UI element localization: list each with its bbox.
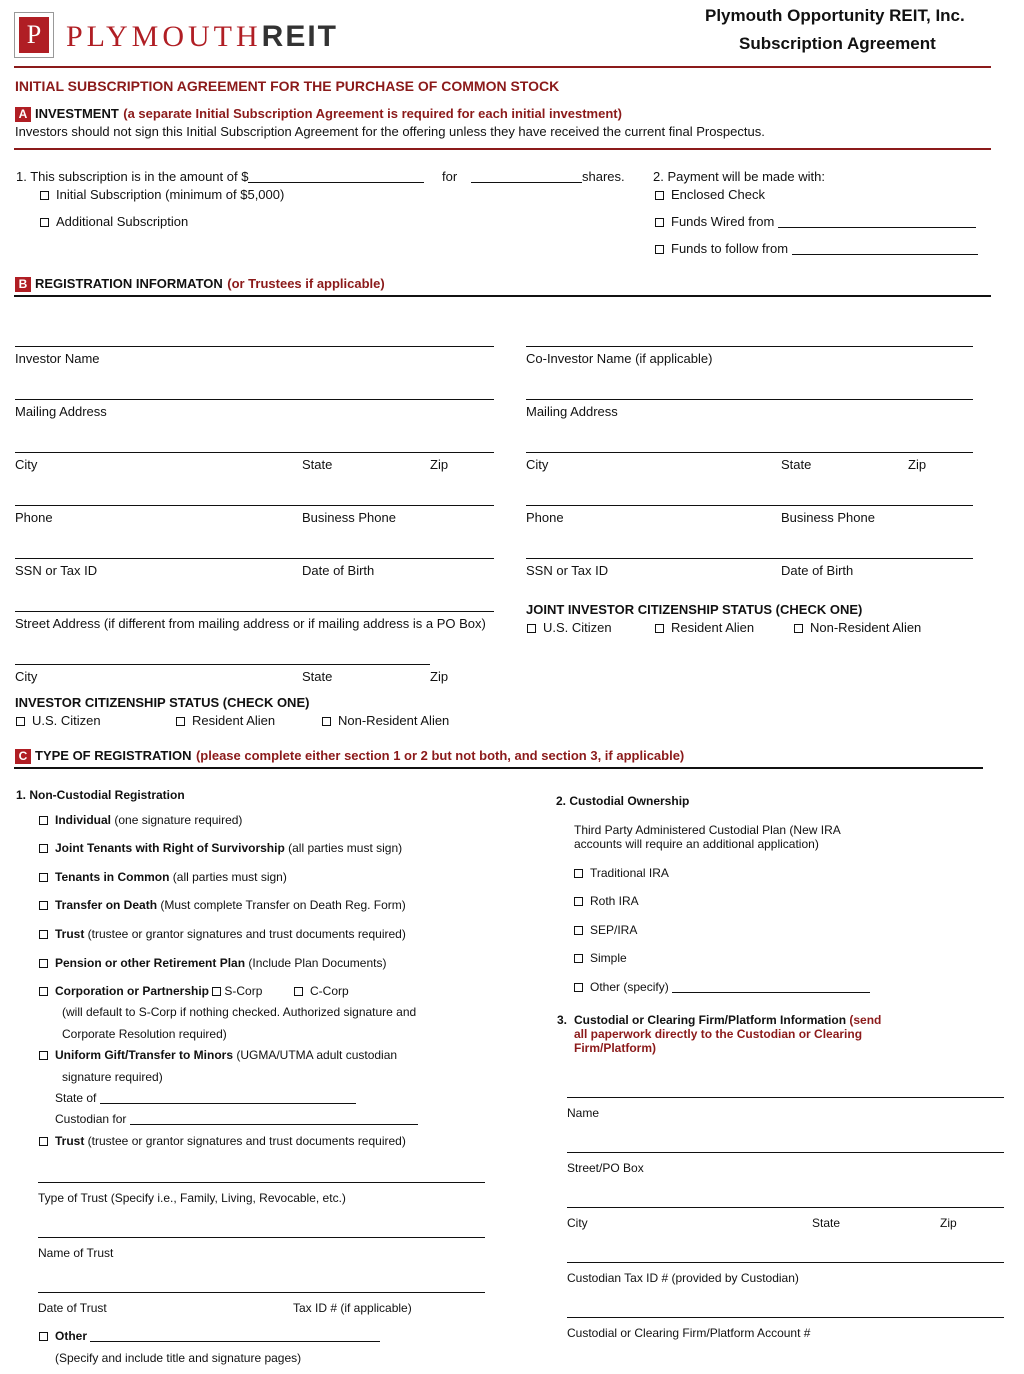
traditional-ira-option[interactable]: Traditional IRA <box>574 866 669 880</box>
other-note: (Specify and include title and signature pages) <box>55 1351 302 1365</box>
co-zip-label: Zip <box>908 457 927 472</box>
logo-mark <box>14 12 54 58</box>
co-phone-label: Phone <box>526 510 564 525</box>
mailing-address-label: Mailing Address <box>15 404 107 419</box>
state-of-field[interactable] <box>100 1091 356 1104</box>
checkbox-icon[interactable] <box>16 717 25 726</box>
checkbox-icon[interactable] <box>574 926 583 935</box>
amount-label: 1. This subscription is in the amount of $ <box>16 169 249 184</box>
joint-citizen-nonresident-option[interactable]: Non-Resident Alien <box>794 620 921 635</box>
checkbox-icon[interactable] <box>39 816 48 825</box>
custodial-desc-1: Third Party Administered Custodial Plan (New IRA <box>574 823 841 837</box>
checkbox-icon[interactable] <box>655 191 664 200</box>
tax-id-label: Tax ID # (if applicable) <box>293 1301 412 1315</box>
section-a-title: INVESTMENT <box>35 106 119 121</box>
checkbox-icon[interactable] <box>212 987 221 996</box>
checkbox-icon[interactable] <box>574 983 583 992</box>
roth-ira-option[interactable]: Roth IRA <box>574 894 639 908</box>
co-state-label: State <box>781 457 812 472</box>
checkbox-icon[interactable] <box>39 873 48 882</box>
co-city-label: City <box>526 457 549 472</box>
checkbox-icon[interactable] <box>655 245 664 254</box>
firm-name-label: Name <box>567 1106 600 1120</box>
street-address-field[interactable] <box>15 611 494 612</box>
corp-note-2: Corporate Resolution required) <box>62 1027 227 1041</box>
section-b-badge: B <box>15 277 31 292</box>
co-mailing-address-label: Mailing Address <box>526 404 618 419</box>
firm-account-field[interactable] <box>567 1317 1004 1318</box>
joint-tenants-option[interactable]: Joint Tenants with Right of Survivorship (all parties must sign) <box>39 841 402 855</box>
custodial-firm-title: Custodial or Clearing Firm/Platform Information (send <box>574 1013 882 1027</box>
custodial-firm-note-1: all paperwork directly to the Custodian or Clearing <box>574 1027 863 1041</box>
checkbox-icon[interactable] <box>40 191 49 200</box>
type-of-trust-field[interactable] <box>38 1182 485 1183</box>
co-investor-name-label: Co-Investor Name (if applicable) <box>526 351 713 366</box>
investor-name-field[interactable] <box>15 346 494 347</box>
ira-other-field[interactable] <box>672 980 870 993</box>
checkbox-icon[interactable] <box>655 218 664 227</box>
joint-citizen-resident-option[interactable]: Resident Alien <box>655 620 754 635</box>
ira-other-option[interactable]: Other (specify) <box>574 980 870 994</box>
checkbox-icon[interactable] <box>39 959 48 968</box>
funds-wired-option[interactable]: Funds Wired from <box>655 214 976 229</box>
logo-wordmark <box>66 20 338 54</box>
transfer-on-death-option[interactable]: Transfer on Death (Must complete Transfer on Death Reg. Form) <box>39 898 406 912</box>
checkbox-icon[interactable] <box>322 717 331 726</box>
shares-field[interactable] <box>471 170 582 183</box>
city2-label: City <box>15 669 38 684</box>
firm-state-label: State <box>812 1216 841 1230</box>
funds-follow-option[interactable]: Funds to follow from <box>655 241 978 256</box>
section-b-note: (or Trustees if applicable) <box>227 276 385 291</box>
pension-option[interactable]: Pension or other Retirement Plan (Include Plan Documents) <box>39 956 386 970</box>
trust2-option[interactable]: Trust (trustee or grantor signatures and trust documents required) <box>39 1134 406 1148</box>
checkbox-icon[interactable] <box>655 624 664 633</box>
co-dob-label: Date of Birth <box>781 563 854 578</box>
firm-street-field[interactable] <box>567 1152 1004 1153</box>
header-rule <box>14 66 991 68</box>
section-a-desc: Investors should not sign this Initial Subscription Agreement for the offering unless they have received the current final Prospectus. <box>15 124 765 139</box>
custodial-firm-number: 3. <box>557 1013 568 1027</box>
non-custodial-title: 1. Non-Custodial Registration <box>16 788 185 802</box>
state-label: State <box>302 457 333 472</box>
checkbox-icon[interactable] <box>39 901 48 910</box>
city2-field[interactable] <box>15 664 430 665</box>
payment-label: 2. Payment will be made with: <box>653 169 825 184</box>
tenants-in-common-option[interactable]: Tenants in Common (all parties must sign) <box>39 870 287 884</box>
custodial-firm-note-2: Firm/Platform) <box>574 1041 657 1055</box>
firm-zip-label: Zip <box>940 1216 957 1230</box>
checkbox-icon[interactable] <box>574 869 583 878</box>
document-title: Subscription Agreement <box>739 34 936 53</box>
name-of-trust-label: Name of Trust <box>38 1246 114 1260</box>
date-of-trust-field[interactable] <box>38 1292 485 1293</box>
section-c-header <box>15 747 684 765</box>
zip2-label: Zip <box>430 669 449 684</box>
citizen-us-option[interactable]: U.S. Citizen <box>16 713 101 728</box>
firm-street-label: Street/PO Box <box>567 1161 644 1175</box>
section-b-rule <box>14 295 991 297</box>
logo-name: PLYMOUTH <box>66 20 262 53</box>
corp-note-1: (will default to S-Corp if nothing checked. Authorized signature and <box>62 1005 417 1019</box>
state2-label: State <box>302 669 333 684</box>
co-phone-field[interactable] <box>526 505 973 506</box>
street-address-label: Street Address (if different from mailing address or if mailing address is a PO Box) <box>15 616 486 631</box>
city-state-zip-field[interactable] <box>15 452 494 453</box>
joint-citizenship-title: JOINT INVESTOR CITIZENSHIP STATUS (CHECK ONE) <box>526 602 863 617</box>
ugma-option[interactable]: Uniform Gift/Transfer to Minors (UGMA/UTMA adult custodian <box>39 1048 397 1062</box>
custodial-ownership-title: 2. Custodial Ownership <box>556 794 690 808</box>
checkbox-icon[interactable] <box>574 954 583 963</box>
co-business-phone-label: Business Phone <box>781 510 875 525</box>
simple-option[interactable]: Simple <box>574 951 627 965</box>
section-a-note: (a separate Initial Subscription Agreement is required for each initial investment) <box>123 106 622 121</box>
main-title: INITIAL SUBSCRIPTION AGREEMENT FOR THE PURCHASE OF COMMON STOCK <box>15 78 560 94</box>
section-a-header <box>15 105 622 123</box>
enclosed-check-option[interactable]: Enclosed Check <box>655 187 765 202</box>
business-phone-label: Business Phone <box>302 510 396 525</box>
checkbox-icon[interactable] <box>294 987 303 996</box>
co-mailing-address-field[interactable] <box>526 399 973 400</box>
co-city-field[interactable] <box>526 452 973 453</box>
other-field[interactable] <box>90 1329 380 1342</box>
zip-label: Zip <box>430 457 449 472</box>
checkbox-icon[interactable] <box>39 930 48 939</box>
ssn-label: SSN or Tax ID <box>15 563 98 578</box>
checkbox-icon[interactable] <box>794 624 803 633</box>
investor-citizenship-title: INVESTOR CITIZENSHIP STATUS (CHECK ONE) <box>15 695 310 710</box>
date-of-trust-label: Date of Trust <box>38 1301 107 1315</box>
checkbox-icon[interactable] <box>39 1051 48 1060</box>
sep-ira-option[interactable]: SEP/IRA <box>574 923 637 937</box>
checkbox-icon[interactable] <box>39 1332 48 1341</box>
trust-option[interactable]: Trust (trustee or grantor signatures and trust documents required) <box>39 927 406 941</box>
funds-wired-field[interactable] <box>778 215 976 228</box>
section-b-header <box>15 275 385 293</box>
section-c-title: TYPE OF REGISTRATION <box>35 748 192 763</box>
ssn-field[interactable] <box>15 558 494 559</box>
checkbox-icon[interactable] <box>176 717 185 726</box>
section-a-rule <box>14 148 991 150</box>
phone-field[interactable] <box>15 505 494 506</box>
checkbox-icon[interactable] <box>39 987 48 996</box>
section-a-badge: A <box>15 107 31 122</box>
custodial-desc-2: accounts will require an additional application) <box>574 837 819 851</box>
firm-city-field[interactable] <box>567 1207 1004 1208</box>
c-corp-option[interactable]: C-Corp <box>294 984 349 998</box>
subscription-amount-row <box>16 169 424 184</box>
mailing-address-field[interactable] <box>15 399 494 400</box>
logo-reit: REIT <box>261 20 339 53</box>
citizen-resident-option[interactable]: Resident Alien <box>176 713 275 728</box>
logo-letter: P <box>19 17 49 53</box>
additional-subscription-option[interactable]: Additional Subscription <box>40 214 188 229</box>
ugma-note: signature required) <box>62 1070 163 1084</box>
section-c-rule <box>14 767 983 769</box>
section-c-note: (please complete either section 1 or 2 but not both, and section 3, if applicable) <box>195 748 685 763</box>
firm-city-label: City <box>567 1216 588 1230</box>
custodian-for-field[interactable] <box>130 1112 418 1125</box>
funds-follow-field[interactable] <box>792 242 978 255</box>
co-ssn-field[interactable] <box>526 558 973 559</box>
dob-label: Date of Birth <box>302 563 375 578</box>
checkbox-icon[interactable] <box>40 218 49 227</box>
firm-name-field[interactable] <box>567 1097 1004 1098</box>
checkbox-icon[interactable] <box>39 1137 48 1146</box>
city-label: City <box>15 457 38 472</box>
section-c-badge: C <box>15 749 31 764</box>
phone-label: Phone <box>15 510 53 525</box>
custodian-for-row: Custodian for <box>55 1112 418 1126</box>
joint-citizen-us-option[interactable]: U.S. Citizen <box>527 620 612 635</box>
firm-taxid-label: Custodian Tax ID # (provided by Custodian) <box>567 1271 799 1285</box>
shares-label: shares. <box>582 169 625 184</box>
name-of-trust-field[interactable] <box>38 1237 485 1238</box>
corporation-option[interactable]: Corporation or Partnership S-Corp <box>39 984 262 998</box>
investor-name-label: Investor Name <box>15 351 100 366</box>
firm-taxid-field[interactable] <box>567 1262 1004 1263</box>
section-b-title: REGISTRATION INFORMATON <box>35 276 223 291</box>
checkbox-icon[interactable] <box>574 897 583 906</box>
co-ssn-label: SSN or Tax ID <box>526 563 609 578</box>
amount-field[interactable] <box>248 170 424 183</box>
state-of-row: State of <box>55 1091 356 1105</box>
citizen-nonresident-option[interactable]: Non-Resident Alien <box>322 713 449 728</box>
for-label: for <box>442 169 458 184</box>
firm-account-label: Custodial or Clearing Firm/Platform Account # <box>567 1326 811 1340</box>
co-investor-name-field[interactable] <box>526 346 973 347</box>
individual-option[interactable]: Individual (one signature required) <box>39 813 242 827</box>
checkbox-icon[interactable] <box>527 624 536 633</box>
company-name: Plymouth Opportunity REIT, Inc. <box>705 6 965 25</box>
type-of-trust-label: Type of Trust (Specify i.e., Family, Living, Revocable, etc.) <box>38 1191 346 1205</box>
shares-row <box>471 169 625 184</box>
checkbox-icon[interactable] <box>39 844 48 853</box>
initial-subscription-option[interactable]: Initial Subscription (minimum of $5,000) <box>40 187 284 202</box>
other-option[interactable]: Other <box>39 1329 380 1343</box>
